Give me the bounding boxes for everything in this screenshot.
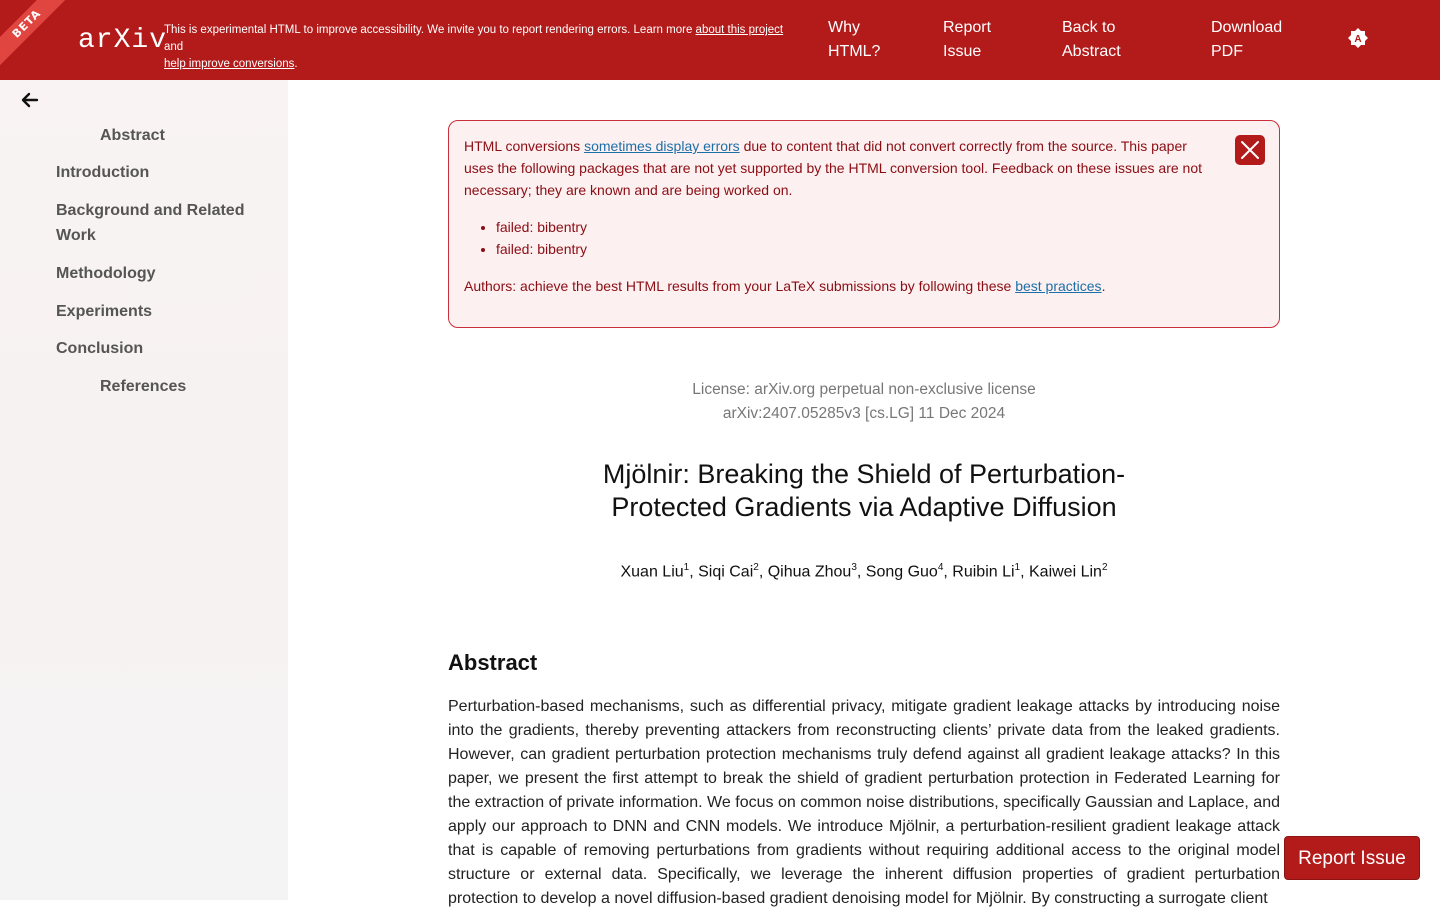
author-name: Qihua Zhou <box>767 563 852 581</box>
list-item: • failed: bibentry <box>496 238 1215 260</box>
nav-label: Report <box>943 19 992 36</box>
author-list: Xuan Liu$^1$, Siqi Cai$^2$, Qihua Zhou$^3$, Song Guo$^4$, Ruibin Li$^1$, Kaiwei Lin$^2$ <box>620 562 1108 581</box>
help-improve-link[interactable]: help improve conversions <box>164 58 295 70</box>
abstract-text: Perturbation-based mechanisms, such as differential privacy, mitigate gradient leakage attacks by introducing noise into the gradients, thereby preventing attackers from reconstructing clients’ private data from the leaked gradients. However, can gradient perturbation protection mechanisms truly defend against all gradient leakage attacks? In this paper, we present the first attempt to break the shield of gradient perturbation protection in Federated Learning for the extraction of private information. We focus on common noise distributions, specifically Gaussian and Laplace, and apply our approach to DNN and CNN models. We introduce Mjölnir, a perturbation-resilient gradient leakage attack that is capable of removing perturbations from gradients without requiring additional access to the original model structure or external data. Specifically, we leverage the inherent diffusion properties of gradient perturbation protection to develop a novel diffusion-based gradient denoising model for Mjölnir. By constructing a surrogate client <box>448 698 1280 907</box>
affiliation: 4 <box>937 562 944 573</box>
author-name: Ruibin Li <box>952 563 1015 581</box>
nav-label: Back to <box>1062 19 1116 36</box>
author-name: Xuan Liu <box>620 563 684 581</box>
nav-label: Why <box>828 19 860 36</box>
report-issue-link[interactable] <box>943 16 991 64</box>
nav-label: PDF <box>1211 43 1243 60</box>
arrow-left-icon[interactable] <box>20 90 42 110</box>
author-name: Kaiwei Lin <box>1029 563 1102 581</box>
why-html-link[interactable] <box>828 16 880 64</box>
nav-label: Download <box>1211 19 1283 36</box>
toc-item-references[interactable]: References <box>100 378 187 395</box>
title-line: Mjölnir: Breaking the Shield of Perturbation- <box>602 459 1126 489</box>
report-issue-button[interactable]: Report Issue <box>1284 836 1420 880</box>
conversion-warning <box>448 120 1280 328</box>
display-errors-link[interactable]: sometimes display errors <box>584 138 740 154</box>
nav-label: HTML? <box>828 43 881 60</box>
affiliation: 1 <box>1014 562 1021 573</box>
author-name: Song Guo <box>865 563 938 581</box>
nav-label: Issue <box>943 43 982 60</box>
warning-text <box>464 135 1215 201</box>
abstract-heading: Abstract <box>448 650 538 675</box>
list-item: • failed: bibentry <box>496 216 1215 238</box>
arxiv-id: arXiv:2407.05285v3 [cs.LG] 11 Dec 2024 <box>722 405 1006 422</box>
logo-text: arXiv <box>78 24 168 56</box>
title-line: Protected Gradients via Adaptive Diffusion <box>611 492 1117 522</box>
svg-text:A: A <box>1354 34 1362 45</box>
warning-prefix: HTML conversions <box>464 138 585 154</box>
table-of-contents <box>0 80 288 900</box>
paper-title <box>560 458 1168 524</box>
about-project-link[interactable]: about this project <box>695 24 784 36</box>
affiliation: 2 <box>753 562 759 573</box>
warning-suffix: due to content that did not convert correctly from the source. This paper uses the following packages that are not yet supported by the HTML conversion tool. Feedback on these issues are not necessary; they are known and are being worked on. <box>464 138 1203 198</box>
author-name: Siqi Cai <box>698 563 754 581</box>
authors-note <box>464 275 1215 297</box>
top-header <box>0 0 1440 80</box>
arxiv-logo[interactable] <box>78 22 167 58</box>
toc-item-methodology[interactable]: Methodology <box>56 265 156 282</box>
license-info <box>448 378 1280 426</box>
affiliation: 1 <box>683 562 690 573</box>
authors-prefix: Authors: achieve the best HTML results from your LaTeX submissions by following these <box>464 278 1016 294</box>
notice-text: . <box>294 58 298 70</box>
notice-text: and <box>164 41 184 53</box>
failed-packages-list <box>464 216 1215 260</box>
nav-label: Abstract <box>1062 43 1121 60</box>
affiliation: 2 <box>1101 562 1108 573</box>
brightness-icon[interactable] <box>1346 26 1370 50</box>
close-icon[interactable] <box>1235 135 1265 165</box>
back-to-abstract-link[interactable] <box>1062 16 1121 64</box>
toc-item-experiments[interactable]: Experiments <box>56 303 153 320</box>
authors-suffix: . <box>1101 278 1106 294</box>
toc-item-abstract[interactable]: Abstract <box>100 127 165 144</box>
license-text: License: arXiv.org perpetual non-exclusive license <box>692 381 1036 398</box>
best-practices-link[interactable]: best practices <box>1015 278 1102 294</box>
toc-item-conclusion[interactable]: Conclusion <box>56 340 144 357</box>
affiliation: 3 <box>851 562 857 573</box>
accessibility-notice <box>164 22 804 73</box>
toc-item-introduction[interactable]: Introduction <box>56 164 150 181</box>
download-pdf-link[interactable] <box>1211 16 1282 64</box>
toc-item-background[interactable]: Background and Related Work <box>56 202 245 244</box>
beta-ribbon: BETA <box>0 0 73 70</box>
notice-text: This is experimental HTML to improve accessibility. We invite you to report rendering errors. Learn more <box>164 24 696 36</box>
